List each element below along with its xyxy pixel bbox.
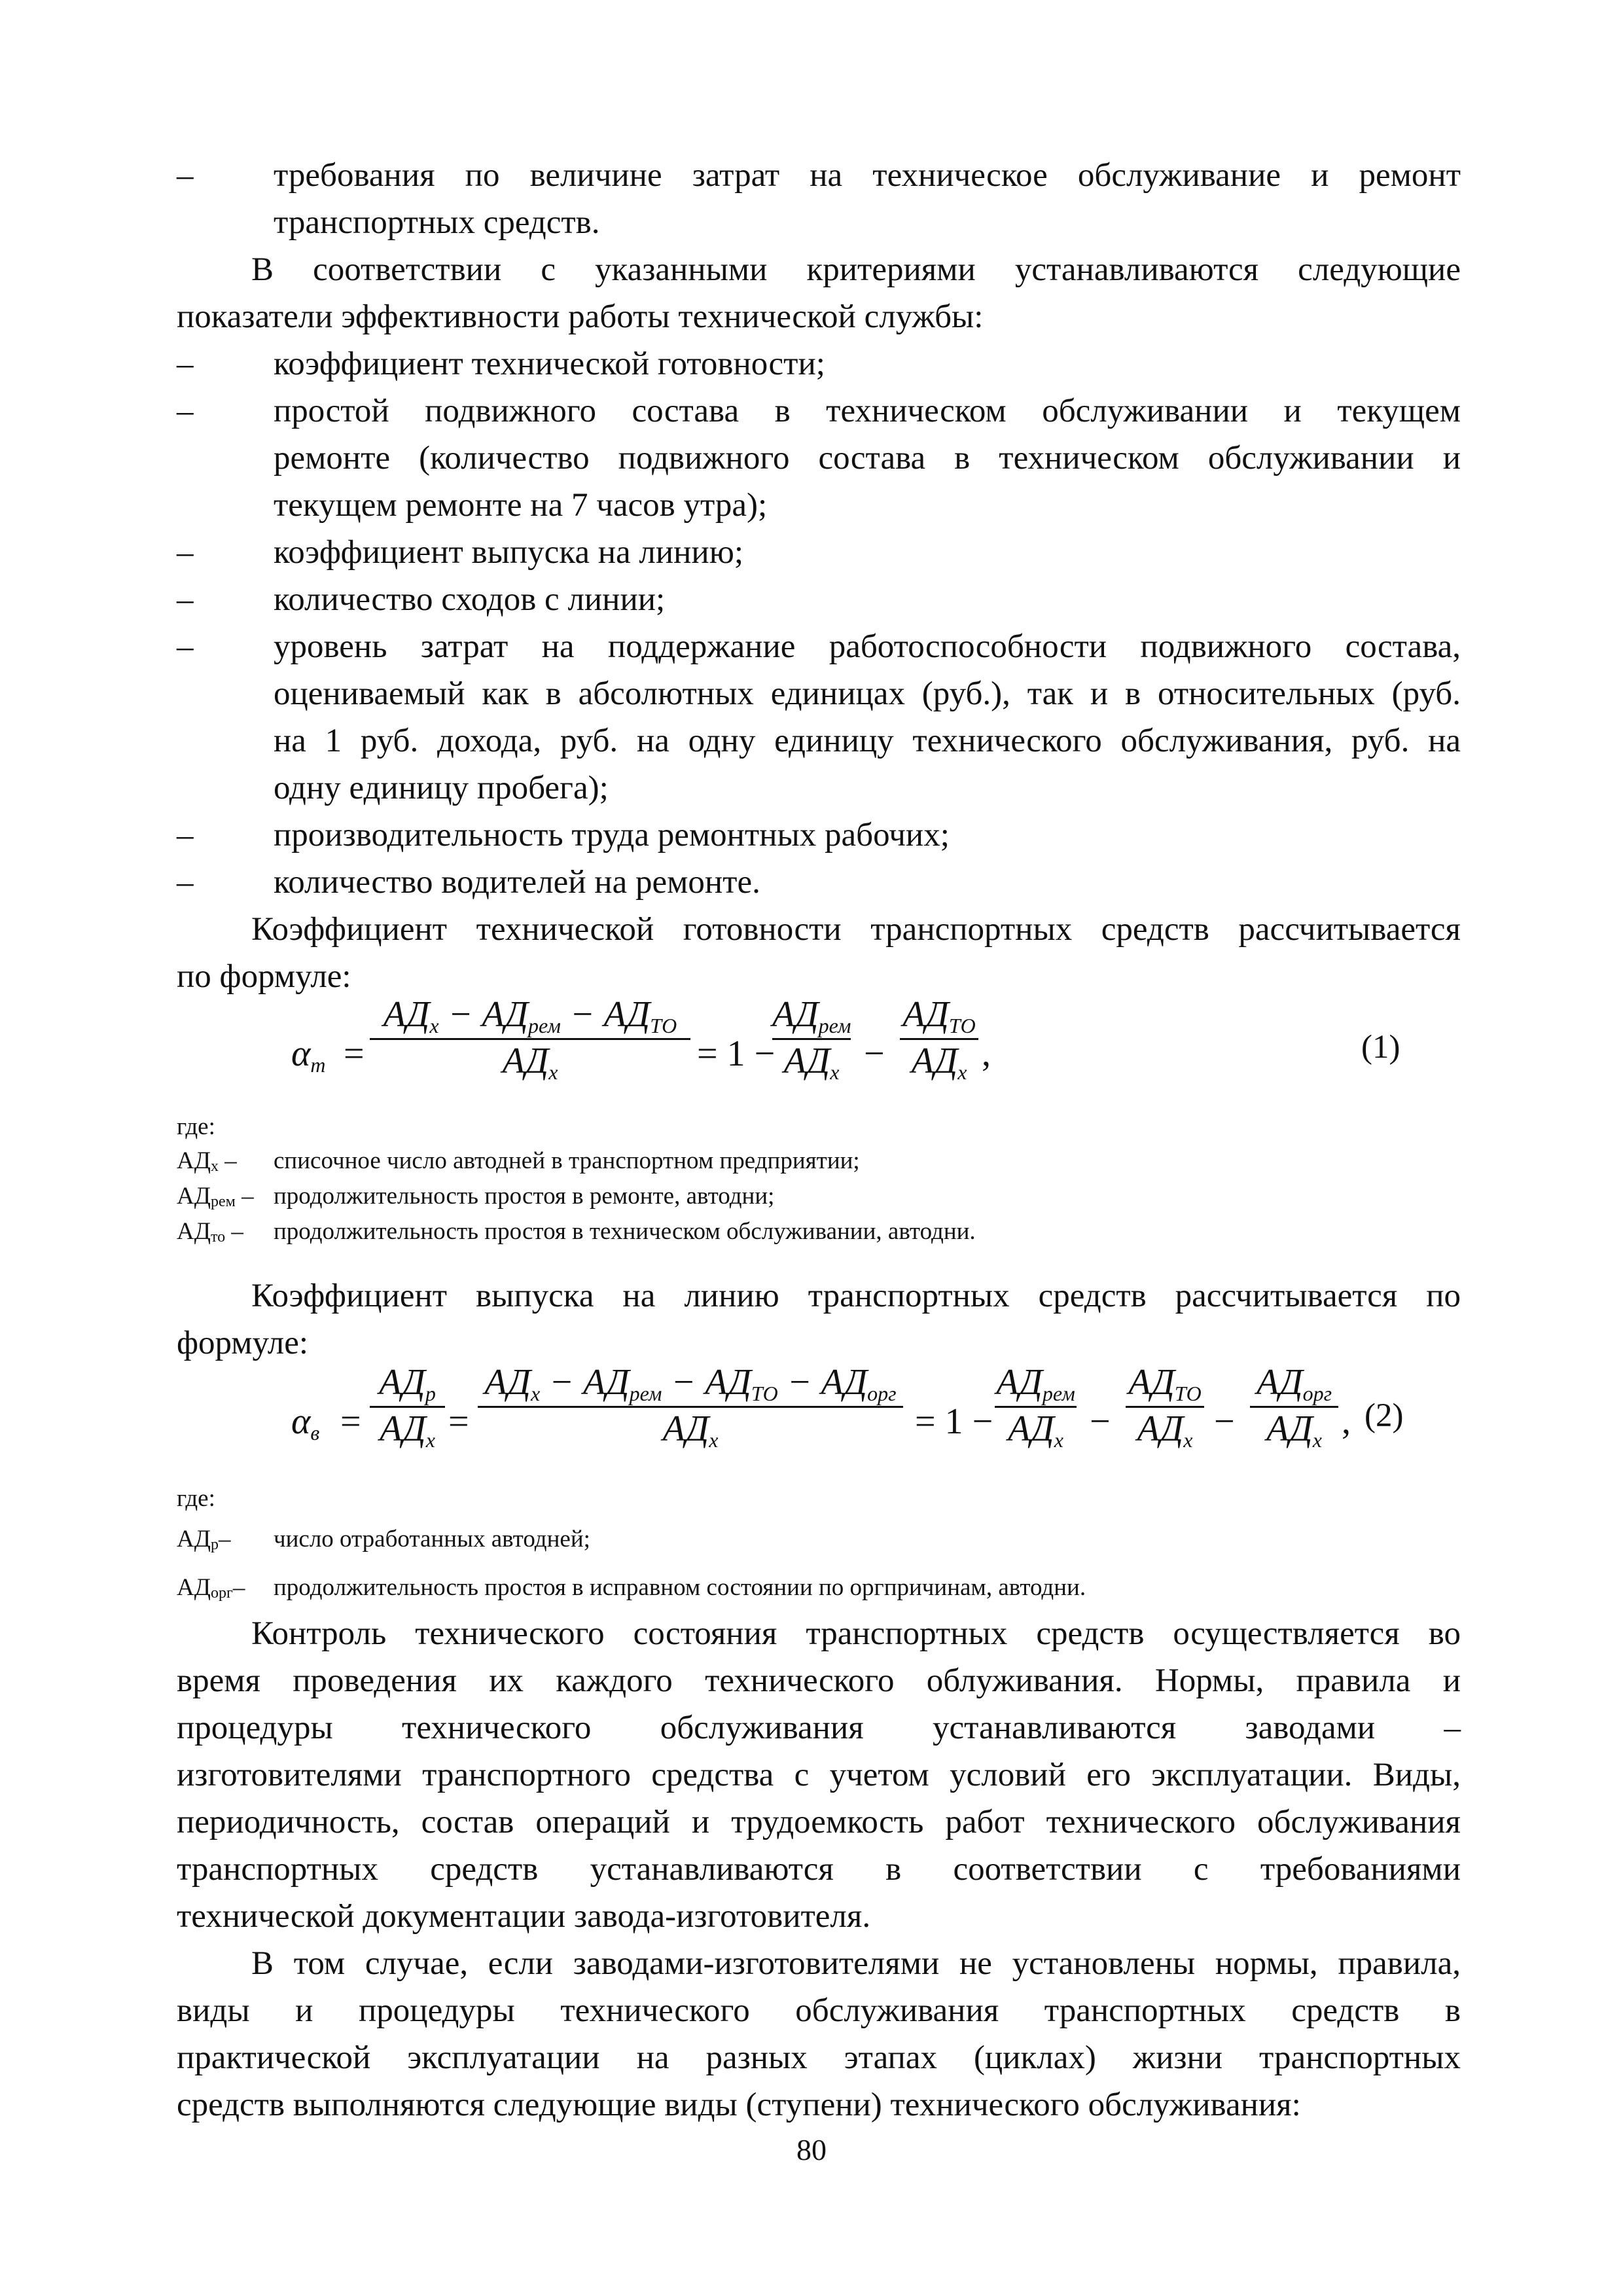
comma: , (1342, 1401, 1351, 1442)
formula-lhs: $\alpha_т$ (291, 1033, 326, 1077)
definition-symbol: $АД_{орг}-$ (177, 1574, 245, 1602)
equals-sign: = (344, 1033, 365, 1074)
comma: , (982, 1033, 991, 1074)
minus-sign: − (1090, 1401, 1111, 1442)
paragraph-line: В том случае, если заводами-изготовителями не установлены нормы, правила, (251, 1945, 1461, 1982)
paragraph-line: показатели эффективности работы технической службы: (177, 298, 984, 335)
denominator: $АД_х$ (502, 1041, 558, 1084)
list-dash: – (177, 393, 194, 429)
minus-sign: − (864, 1033, 885, 1074)
definition-symbol: $АД_х$ – (177, 1147, 237, 1175)
list-dash: – (177, 628, 194, 665)
list-dash: – (177, 864, 194, 901)
where-label: где: (177, 1485, 215, 1512)
minus-sign: − (1214, 1401, 1235, 1442)
definition-symbol: $АД_{то}$ – (177, 1218, 243, 1246)
paragraph-line: изготовителями транспортного средства с учетом условий его эксплуатации. Виды, (177, 1757, 1461, 1793)
where-label: где: (177, 1113, 215, 1140)
list-item-line: транспортных средств. (274, 204, 600, 241)
fraction-to: $АД_{ТО}$ $АД_х$ (1126, 1361, 1204, 1452)
list-item-line: оцениваемый как в абсолютных единицах (руб.), так и в относительных (руб. (274, 675, 1461, 712)
list-item-line: уровень затрат на поддержание работоспособности подвижного состава, (274, 628, 1461, 665)
numerator: $АД_х - АД_{рем} - АД_{ТО}$ (383, 994, 677, 1037)
list-dash: – (177, 534, 194, 571)
fraction-rem: $АД_{рем}$ $АД_х$ (772, 994, 851, 1084)
page-number: 80 (796, 2133, 827, 2166)
one-minus: = 1 − (697, 1033, 776, 1074)
list-dash: – (177, 581, 194, 618)
paragraph-line: практической эксплуатации на разных этапах (циклах) жизни транспортных (177, 2039, 1461, 2076)
fraction-to: $АД_{ТО}$ $АД_х$ (900, 994, 978, 1085)
list-item-line: требования по величине затрат на техническое обслуживание и ремонт (274, 157, 1461, 194)
definition-symbol: $АД_р-$ (177, 1526, 231, 1553)
paragraph-line: периодичность, состав операций и трудоемкость работ технического обслуживания (177, 1804, 1461, 1840)
fraction-r: $АД_р$ $АД_х$ (370, 1361, 445, 1452)
paragraph-line: средств выполняются следующие виды (ступени) технического обслуживания: (177, 2087, 1301, 2123)
list-item-line: текущем ремонте на 7 часов утра); (274, 487, 768, 524)
list-dash: – (177, 817, 194, 853)
list-item-line: одну единицу пробега); (274, 770, 609, 806)
list-item-line: количество сходов с линии; (274, 581, 666, 618)
fraction-rem: $АД_{рем}$ $АД_х$ (995, 1361, 1077, 1452)
equation-number: (1) (1361, 1029, 1400, 1066)
formula-lhs: $\alpha_в$ (291, 1401, 320, 1444)
equation-number: (2) (1364, 1397, 1404, 1434)
list-item-line: простой подвижного состава в техническом обслуживании и текущем (274, 393, 1461, 429)
definition-text: продолжительность простоя в техническом обслуживании, автодни. (274, 1218, 976, 1245)
fraction-main: $АД_х - АД_{рем} - АД_{ТО} - АД_{орг}$ $АД_х$ (478, 1361, 903, 1452)
definition-symbol: $АД_{рем}$ – (177, 1183, 254, 1210)
one-minus: = 1 − (915, 1401, 993, 1442)
list-item-line: количество водителей на ремонте. (274, 864, 760, 901)
paragraph-line: Коэффициент выпуска на линию транспортных средств рассчитывается по (251, 1278, 1461, 1314)
paragraph-line: В соответствии с указанными критериями устанавливаются следующие (251, 251, 1461, 288)
list-item-line: на 1 руб. дохода, руб. на одну единицу технического обслуживания, руб. на (274, 723, 1461, 759)
paragraph-line: процедуры технического обслуживания устанавливаются заводами – (177, 1710, 1461, 1746)
paragraph-line: транспортных средств устанавливаются в соответствии с требованиями (177, 1851, 1461, 1888)
list-item-line: коэффициент технической готовности; (274, 346, 825, 382)
list-item-line: коэффициент выпуска на линию; (274, 534, 743, 571)
paragraph-line: Контроль технического состояния транспортных средств осуществляется во (251, 1615, 1461, 1652)
paragraph-line: время проведения их каждого технического облуживания. Нормы, правила и (177, 1662, 1461, 1699)
paragraph-line: формуле: (177, 1325, 309, 1361)
list-item-line: производительность труда ремонтных рабочих; (274, 817, 950, 853)
definition-text: продолжительность простоя в исправном состоянии по оргпричинам, автодни. (274, 1574, 1086, 1601)
list-item-line: ремонте (количество подвижного состава в техническом обслуживании и (274, 440, 1461, 476)
definition-text: продолжительность простоя в ремонте, автодни; (274, 1183, 775, 1210)
list-dash: – (177, 157, 194, 194)
equals-sign: = (340, 1401, 361, 1442)
paragraph-line: виды и процедуры технического обслуживания транспортных средств в (177, 1992, 1461, 2029)
definition-text: число отработанных автодней; (274, 1526, 590, 1552)
paragraph-line: Коэффициент технической готовности транспортных средств рассчитывается (251, 911, 1461, 948)
fraction-org: $АД_{орг}$ $АД_х$ (1250, 1361, 1338, 1452)
list-dash: – (177, 346, 194, 382)
equals-sign: = (448, 1401, 469, 1442)
definition-text: списочное число автодней в транспортном предприятии; (274, 1147, 860, 1174)
paragraph-line: по формуле: (177, 958, 351, 995)
paragraph-line: технической документации завода-изготовителя. (177, 1898, 871, 1935)
fraction-main (370, 994, 690, 1085)
